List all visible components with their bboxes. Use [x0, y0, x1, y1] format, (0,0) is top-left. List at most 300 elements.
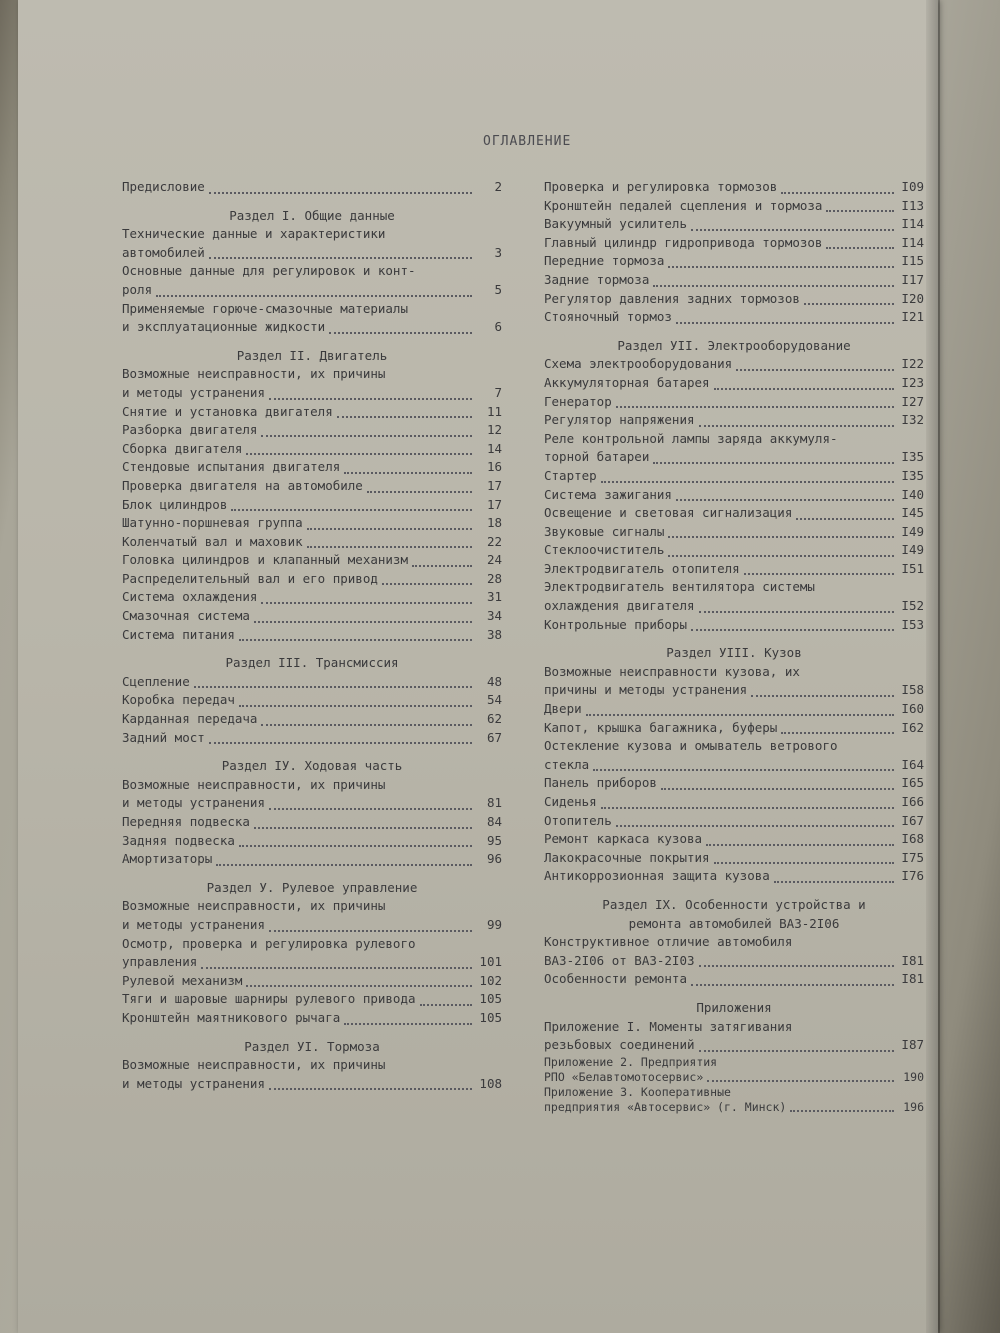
toc-page-number: 196 [903, 1099, 924, 1114]
toc-page-number: I27 [901, 393, 924, 409]
toc-entry [544, 616, 924, 635]
toc-entry [122, 440, 502, 459]
toc-entry-line [122, 225, 502, 244]
toc-entry-line [122, 300, 502, 319]
toc-entry [544, 756, 924, 775]
toc-entry [122, 384, 502, 403]
toc-entry-text: и методы устранения [122, 1075, 265, 1091]
toc-page-number: 6 [494, 319, 502, 335]
dot-leader [714, 380, 894, 390]
document-page [18, 0, 938, 1333]
dot-leader [804, 295, 894, 305]
toc-page-number: I81 [901, 952, 924, 968]
dot-leader [601, 473, 894, 483]
toc-entry [544, 197, 924, 216]
toc-entry-text: и эксплуатационные жидкости [122, 319, 326, 335]
toc-entry-text: управления [122, 954, 198, 970]
toc-entry [544, 541, 924, 560]
toc-entry [122, 691, 502, 710]
dot-leader [420, 996, 473, 1006]
toc-entry [122, 916, 502, 935]
toc-entry [122, 477, 502, 496]
toc-entry-text: Сиденья [544, 794, 597, 809]
toc-page-number: 17 [486, 496, 502, 512]
toc-entry [122, 710, 502, 729]
toc-entry-text: Смазочная система [122, 608, 250, 624]
toc-entry-text: Тяги и шаровые шарниры рулевого привода [122, 991, 416, 1007]
toc-entry [122, 794, 502, 813]
toc-entry [122, 318, 502, 337]
dot-leader [269, 800, 472, 810]
dot-leader [691, 621, 894, 631]
toc-page-number: 99 [486, 916, 502, 932]
toc-entry [544, 1036, 924, 1055]
dot-leader [344, 1015, 472, 1025]
toc-entry-text: Ремонт каркаса кузова [544, 831, 703, 847]
dot-leader [699, 603, 894, 613]
toc-entry [122, 421, 502, 440]
toc-page-number: 105 [479, 1009, 502, 1025]
toc-page-number: I40 [901, 486, 924, 502]
dot-leader [269, 922, 472, 932]
toc-page-number: I87 [901, 1037, 924, 1053]
toc-page-number: 5 [494, 281, 502, 297]
section-heading [122, 644, 502, 673]
toc-entry-text: предприятия «Автосервис» (г. Минск) [544, 1099, 787, 1114]
dot-leader [707, 1072, 894, 1082]
toc-page-number: 17 [486, 477, 502, 493]
dot-leader [668, 258, 894, 268]
dot-leader [254, 613, 472, 623]
toc-entry-text: Разборка двигателя [122, 422, 258, 438]
toc-page-number: I64 [901, 756, 924, 772]
toc-page-number: 102 [479, 972, 502, 988]
toc-page-number: 18 [486, 515, 502, 531]
toc-entry-text: Задний мост [122, 729, 205, 745]
toc-entry-text: Распределительный вал и его привод [122, 570, 378, 586]
dot-leader [201, 959, 472, 969]
section-heading [122, 197, 502, 226]
dot-leader [616, 398, 894, 408]
toc-entry [122, 990, 502, 1009]
toc-entry-text: Антикоррозионная защита кузова [544, 868, 770, 884]
toc-entry-text: Контрольные приборы [544, 616, 687, 632]
section-heading-text: Раздел IУ. Ходовая часть [221, 758, 403, 774]
toc-page-number: I35 [901, 449, 924, 465]
toc-page-number: I49 [901, 542, 924, 558]
toc-entry [544, 793, 924, 812]
toc-page-number: I15 [901, 253, 924, 269]
toc-entry [544, 830, 924, 849]
toc-entry [544, 867, 924, 886]
toc-entry [544, 215, 924, 234]
toc-entry-text: Стояночный тормоз [544, 309, 672, 325]
toc-entry [544, 178, 924, 197]
toc-entry-text: автомобилей [122, 244, 205, 260]
dot-leader [691, 976, 894, 986]
toc-entry [122, 1075, 502, 1094]
toc-page-number: I45 [901, 505, 924, 521]
dot-leader [337, 408, 472, 418]
toc-entry-text: Блок цилиндров [122, 496, 228, 512]
section-heading-text: Раздел II. Двигатель [236, 347, 388, 363]
toc-entry-text: Конструктивное отличие автомобиля [544, 934, 793, 950]
toc-entry-text: Генератор [544, 393, 612, 409]
toc-entry [122, 244, 502, 263]
toc-entry-line [122, 776, 502, 795]
toc-page-number: I09 [901, 179, 924, 194]
toc-entry [122, 533, 502, 552]
toc-entry-text: Кронштейн маятникового рычага [122, 1009, 341, 1025]
toc-page-number: 190 [903, 1069, 924, 1084]
toc-entry [544, 560, 924, 579]
dot-leader [661, 780, 894, 790]
dot-leader [239, 631, 472, 641]
toc-entry-text: Стартер [544, 467, 597, 483]
toc-entry-text: РПО «Белавтомотосервис» [544, 1069, 704, 1084]
dot-leader [307, 520, 472, 530]
toc-page-number: I13 [901, 197, 924, 213]
dot-leader [209, 184, 472, 194]
toc-entry-text: Применяемые горюче-смазочные материалы [122, 300, 408, 316]
dot-leader [216, 856, 472, 866]
toc-entry-text: Карданная передача [122, 711, 258, 727]
toc-entry-text: Стеклоочиститель [544, 542, 665, 558]
toc-page-number: 96 [486, 851, 502, 867]
toc-entry [122, 673, 502, 692]
section-heading-text: Раздел УII. Электрооборудование [617, 337, 851, 353]
dot-leader [382, 575, 472, 585]
toc-page-number: 3 [494, 244, 502, 260]
toc-entry [544, 448, 924, 467]
dot-leader [246, 445, 472, 455]
toc-entry-text: Рулевой механизм [122, 972, 243, 988]
toc-page-number: 81 [486, 795, 502, 811]
toc-entry-text: торной батареи [544, 449, 650, 465]
toc-entry [122, 832, 502, 851]
dot-leader [246, 977, 472, 987]
toc-entry-text: Система охлаждения [122, 589, 258, 605]
dot-leader [826, 239, 894, 249]
dot-leader [668, 528, 894, 538]
toc-entry-text: Проверка и регулировка тормозов [544, 179, 778, 194]
toc-page-number: 84 [486, 814, 502, 829]
toc-entry [122, 281, 502, 300]
toc-entry-text: Отопитель [544, 812, 612, 828]
toc-entry [122, 953, 502, 972]
dot-leader [736, 361, 894, 371]
toc-entry-text: Возможные неисправности, их причины [122, 898, 386, 914]
toc-entry-text: Капот, крышка багажника, буферы [544, 719, 778, 735]
toc-entry [122, 403, 502, 422]
toc-entry [544, 812, 924, 831]
toc-entry [544, 849, 924, 868]
toc-page-number: 16 [486, 459, 502, 475]
toc-entry-line [122, 365, 502, 384]
dot-leader [194, 678, 472, 688]
toc-entry [122, 1009, 502, 1028]
section-heading [122, 337, 502, 366]
toc-entry [122, 496, 502, 515]
toc-page-number: 101 [479, 954, 502, 970]
section-heading-text: Раздел IX. Особенности устройства и [602, 896, 866, 912]
toc-entry [122, 626, 502, 645]
toc-page-number: I21 [901, 309, 924, 325]
toc-entry [544, 486, 924, 505]
toc-entry-line [544, 1018, 924, 1037]
toc-entry-text: резьбовых соединений [544, 1037, 695, 1053]
toc-page-number: 11 [486, 403, 502, 419]
dot-leader [307, 538, 472, 548]
toc-entry-text: Коробка передач [122, 692, 235, 708]
toc-entry-text: Электродвигатель отопителя [544, 560, 740, 576]
section-heading [544, 886, 924, 915]
toc-page-number: I75 [901, 849, 924, 865]
section-heading [544, 989, 924, 1018]
toc-page-number: 14 [486, 440, 502, 456]
dot-leader [231, 501, 472, 511]
toc-entry-text: Основные данные для регулировок и конт- [122, 263, 416, 279]
toc-page-number: 2 [494, 179, 502, 194]
toc-entry-text: Возможные неисправности кузова, их [544, 663, 800, 679]
toc-page-number: 12 [486, 422, 502, 438]
toc-entry-text: Лакокрасочные покрытия [544, 849, 710, 865]
section-heading [544, 915, 924, 934]
toc-entry-text: охлаждения двигателя [544, 598, 695, 614]
toc-page-number: I23 [901, 374, 924, 390]
dot-leader [254, 819, 472, 829]
toc-entry-text: Вакуумный усилитель [544, 216, 687, 232]
dot-leader [601, 799, 894, 809]
toc-page-number: I58 [901, 682, 924, 698]
toc-page-number: I20 [901, 290, 924, 306]
toc-entry-line [122, 897, 502, 916]
toc-entry [544, 1070, 924, 1085]
toc-page-number: I17 [901, 271, 924, 287]
toc-entry-text: Сцепление [122, 673, 190, 689]
dot-leader [826, 202, 894, 212]
toc-page-number: I76 [901, 868, 924, 884]
toc-entry-text: Передняя подвеска [122, 814, 250, 829]
dot-leader [269, 390, 472, 400]
section-heading-text: ремонта автомобилей ВАЗ-2I06 [628, 915, 840, 931]
toc-entry-text: Реле контрольной лампы заряда аккумуля- [544, 430, 838, 446]
page-edge-shadow [926, 0, 940, 1333]
dot-leader [412, 557, 472, 567]
toc-entry-text: Освещение и световая сигнализация [544, 505, 793, 521]
toc-entry [122, 972, 502, 991]
dot-leader [239, 837, 472, 847]
toc-page-number: I14 [901, 216, 924, 232]
dot-leader [751, 687, 894, 697]
section-heading-text: Приложения [696, 999, 772, 1015]
toc-entry [122, 607, 502, 626]
toc-entry-text: Стендовые испытания двигателя [122, 459, 341, 475]
toc-entry-text: Особенности ремонта [544, 971, 687, 987]
toc-entry [122, 588, 502, 607]
toc-entry [544, 271, 924, 290]
toc-page-number: I22 [901, 356, 924, 372]
toc-entry [544, 467, 924, 486]
dot-leader [269, 1080, 472, 1090]
toc-entry [544, 252, 924, 271]
toc-entry [122, 514, 502, 533]
toc-page-number: 38 [486, 626, 502, 642]
toc-entry [544, 700, 924, 719]
toc-entry-text: Возможные неисправности, их причины [122, 776, 386, 792]
toc-page-number: 108 [479, 1075, 502, 1091]
toc-entry [122, 178, 502, 197]
toc-entry-line [122, 1056, 502, 1075]
dot-leader [653, 277, 894, 287]
toc-entry-text: Система питания [122, 626, 235, 642]
toc-page-number: 54 [486, 692, 502, 708]
section-heading [122, 869, 502, 898]
toc-page-number: 105 [479, 991, 502, 1007]
toc-entry-text: Шатунно-поршневая группа [122, 515, 303, 531]
toc-entry [544, 504, 924, 523]
section-heading [544, 327, 924, 356]
toc-entry-line [122, 935, 502, 954]
toc-page-number: I51 [901, 560, 924, 576]
toc-entry-text: Амортизаторы [122, 851, 213, 867]
toc-entry [122, 850, 502, 869]
section-heading-text: Раздел УIII. Кузов [666, 645, 802, 661]
toc-page-number: I32 [901, 412, 924, 428]
section-heading-text: Раздел У. Рулевое управление [206, 879, 418, 895]
toc-entry-text: стекла [544, 756, 590, 772]
toc-entry-text: Коленчатый вал и маховик [122, 533, 303, 549]
toc-page-number: I65 [901, 775, 924, 791]
dot-leader [367, 483, 472, 493]
toc-entry [544, 374, 924, 393]
toc-entry-text: роля [122, 281, 153, 297]
toc-page-number: 31 [486, 589, 502, 605]
dot-leader [781, 184, 894, 194]
toc-entry-text: Задняя подвеска [122, 832, 235, 848]
toc-entry-text: Передние тормоза [544, 253, 665, 269]
dot-leader [668, 547, 894, 557]
dot-leader [261, 594, 472, 604]
toc-entry [544, 290, 924, 309]
toc-entry-line [544, 1055, 924, 1070]
toc-page-number: 62 [486, 711, 502, 727]
toc-entry-text: Регулятор давления задних тормозов [544, 290, 800, 306]
toc-entry-text: Главный цилиндр гидропривода тормозов [544, 234, 823, 250]
page-title: ОГЛАВЛЕНИЕ [483, 134, 572, 149]
dot-leader [699, 417, 894, 427]
toc-entry-line [544, 578, 924, 597]
dot-leader [344, 464, 472, 474]
toc-entry-text: Предисловие [122, 179, 205, 194]
section-heading-text: Раздел III. Трансмиссия [225, 655, 399, 671]
section-heading-text: Раздел I. Общие данные [229, 207, 395, 223]
toc-entry-line [544, 1085, 924, 1100]
toc-page-number: I53 [901, 616, 924, 632]
toc-entry [122, 813, 502, 832]
toc-entry-text: Задние тормоза [544, 271, 650, 287]
toc-entry [544, 952, 924, 971]
dot-leader [209, 249, 472, 259]
toc-entry [544, 234, 924, 253]
dot-leader [239, 697, 472, 707]
toc-entry-text: и методы устранения [122, 795, 265, 811]
toc-entry [122, 729, 502, 748]
section-heading [122, 747, 502, 776]
dot-leader [616, 817, 894, 827]
toc-page-number: 67 [486, 729, 502, 745]
dot-leader [691, 221, 894, 231]
section-heading [122, 1028, 502, 1057]
toc-entry-text: Система зажигания [544, 486, 672, 502]
toc-entry-text: и методы устранения [122, 384, 265, 400]
toc-page-number: I62 [901, 719, 924, 735]
toc-entry [544, 970, 924, 989]
toc-entry-text: Возможные неисправности, их причины [122, 366, 386, 382]
toc-entry-text: Электродвигатель вентилятора системы [544, 579, 815, 595]
dot-leader [790, 1102, 894, 1112]
toc-entry-line [544, 663, 924, 682]
dot-leader [706, 836, 894, 846]
section-heading-text: Раздел УI. Тормоза [244, 1038, 380, 1054]
dot-leader [744, 565, 894, 575]
toc-page-number: 34 [486, 608, 502, 624]
toc-entry-text: Остекление кузова и омыватель ветрового [544, 738, 838, 754]
section-heading [544, 634, 924, 663]
toc-entry-text: Двери [544, 701, 582, 717]
toc-entry [544, 393, 924, 412]
toc-entry [544, 1100, 924, 1115]
dot-leader [676, 491, 894, 501]
toc-entry [544, 681, 924, 700]
dot-leader [676, 314, 894, 324]
toc-entry-text: Возможные неисправности, их причины [122, 1057, 386, 1073]
toc-entry [544, 523, 924, 542]
dot-leader [699, 1042, 894, 1052]
toc-page-number: I35 [901, 467, 924, 483]
dot-leader [209, 734, 472, 744]
toc-entry [122, 551, 502, 570]
toc-page-number: I14 [901, 234, 924, 250]
toc-entry-text: Звуковые сигналы [544, 523, 665, 539]
toc-entry-text: Осмотр, проверка и регулировка рулевого [122, 935, 416, 951]
toc-entry-text: Панель приборов [544, 775, 657, 791]
dot-leader [781, 724, 894, 734]
toc-entry-line [544, 933, 924, 952]
toc-entry-text: Снятие и установка двигателя [122, 403, 333, 419]
toc-entry-text: Головка цилиндров и клапанный механизм [122, 552, 408, 568]
toc-page-number: I52 [901, 598, 924, 614]
toc-page-number: 28 [486, 570, 502, 586]
toc-page-number: I81 [901, 971, 924, 987]
toc-page-number: 95 [486, 832, 502, 848]
toc-entry-line [544, 430, 924, 449]
toc-entry-text: причины и методы устранения [544, 682, 748, 698]
dot-leader [329, 324, 472, 334]
toc-entry [122, 458, 502, 477]
toc-left-column [122, 178, 502, 1093]
toc-entry-text: Кронштейн педалей сцепления и тормоза [544, 197, 823, 213]
dot-leader [261, 427, 472, 437]
toc-entry [544, 774, 924, 793]
toc-entry-text: ВАЗ-2I06 от ВАЗ-2I03 [544, 952, 695, 968]
toc-entry [544, 308, 924, 327]
toc-page-number: 48 [486, 673, 502, 689]
toc-entry-text: Аккумуляторная батарея [544, 374, 710, 390]
dot-leader [714, 854, 894, 864]
toc-page-number: I67 [901, 812, 924, 828]
toc-entry [544, 597, 924, 616]
